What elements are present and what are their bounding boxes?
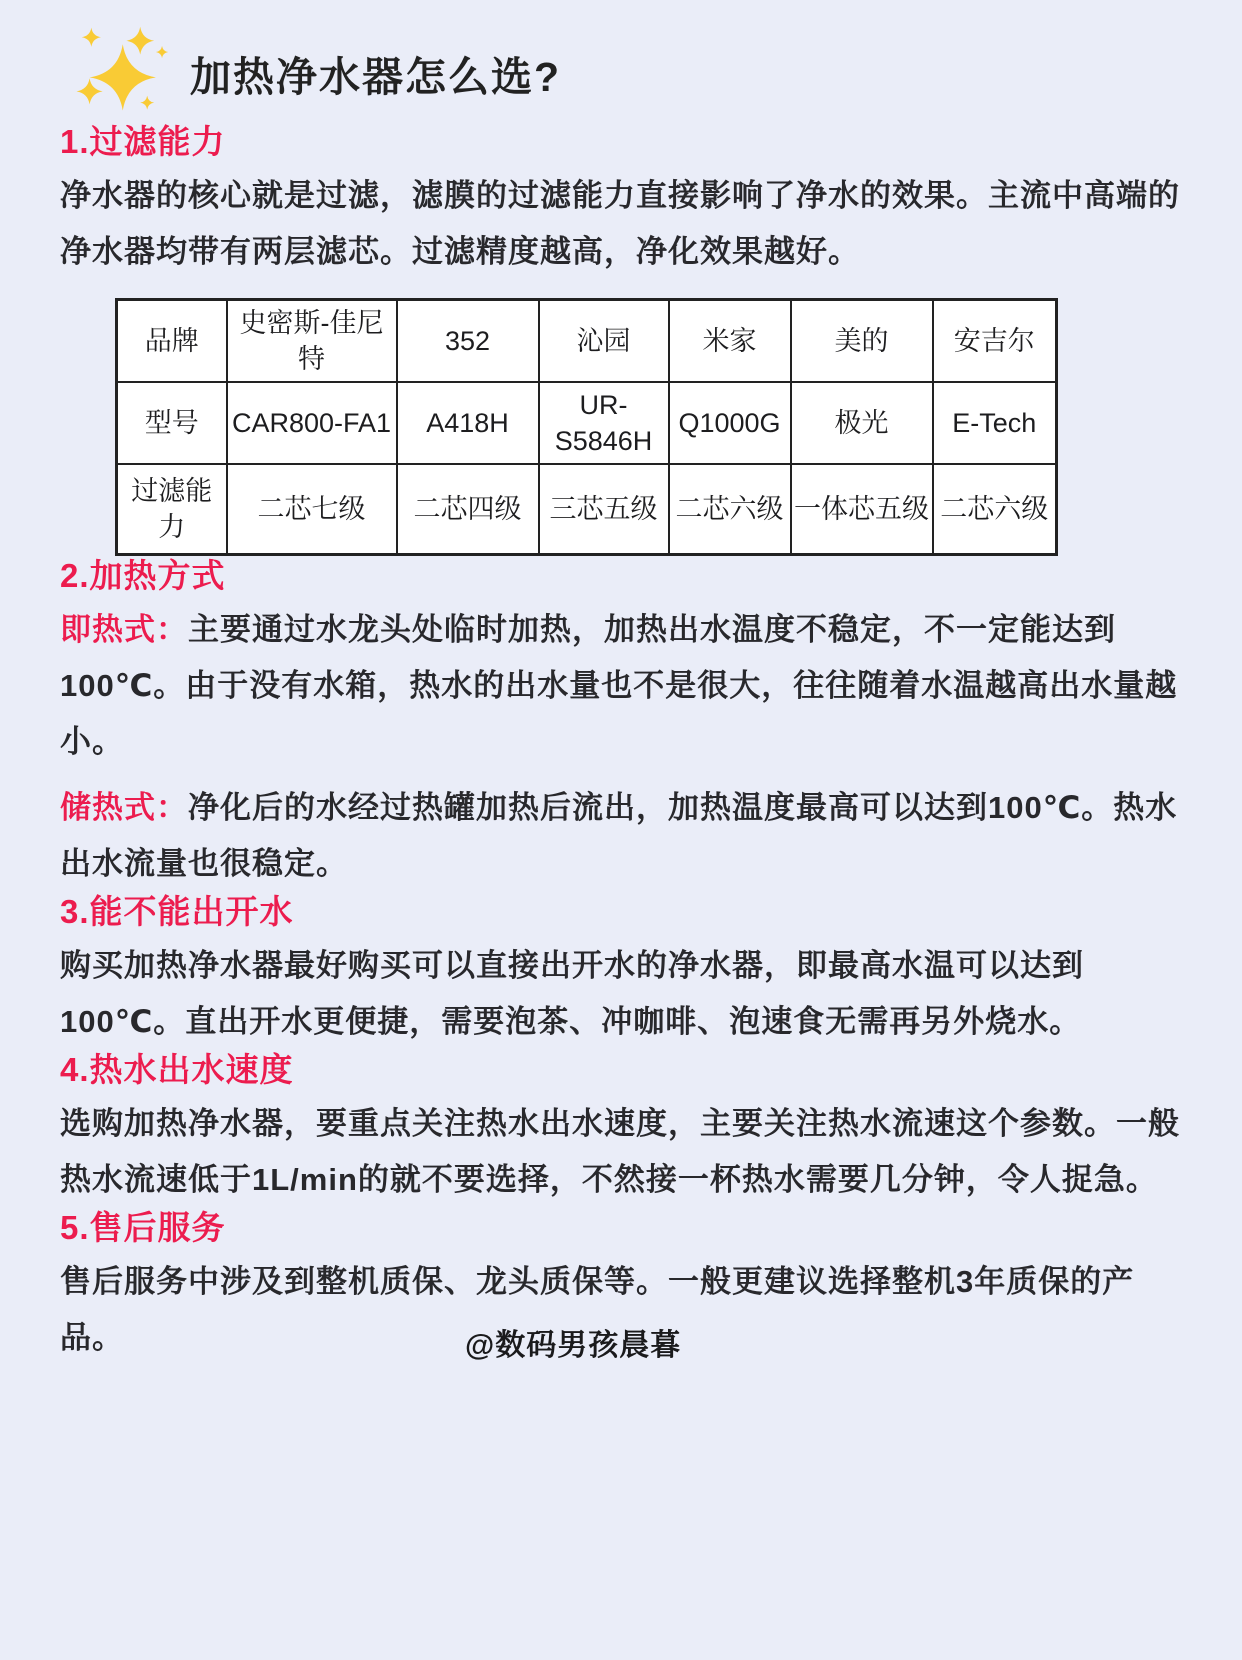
table-row-model bbox=[117, 382, 1057, 464]
section-4-paragraph: 选购加热净水器，要重点关注热水出水速度，主要关注热水流速这个参数。一般热水流速低于1L/min的就不要选择，不然接一杯热水需要几分钟，令人捉急。 bbox=[60, 1106, 1180, 1197]
brand-comparison-table bbox=[115, 298, 1058, 556]
table-cell: 米家 bbox=[669, 300, 791, 383]
table-cell: 二芯四级 bbox=[397, 464, 539, 555]
table-cell: UR-S5846H bbox=[539, 382, 669, 464]
section-3-heading: 3.能不能出开水 bbox=[60, 893, 294, 930]
table-cell: 二芯六级 bbox=[933, 464, 1057, 555]
table-cell: 过滤能力 bbox=[117, 464, 227, 555]
section-after-sales bbox=[60, 1208, 1182, 1366]
table-cell: E-Tech bbox=[933, 382, 1057, 464]
storage-heat-text: 净化后的水经过热罐加热后流出，加热温度最高可以达到100℃。热水出水流量也很稳定。 bbox=[60, 790, 1178, 881]
section-2-heading: 2.加热方式 bbox=[60, 557, 226, 594]
table-row-brand bbox=[117, 300, 1057, 383]
section-1-paragraph: 净水器的核心就是过滤，滤膜的过滤能力直接影响了净水的效果。主流中高端的净水器均带有两层滤芯。过滤精度越高，净化效果越好。 bbox=[60, 178, 1180, 269]
table-cell: 史密斯-佳尼特 bbox=[227, 300, 397, 383]
section-2-paragraph-storage bbox=[60, 780, 1182, 892]
table-cell: A418H bbox=[397, 382, 539, 464]
page-title: 加热净水器怎么选? bbox=[190, 53, 562, 100]
table-cell: 品牌 bbox=[117, 300, 227, 383]
table-cell: 极光 bbox=[791, 382, 933, 464]
table-cell: Q1000G bbox=[669, 382, 791, 464]
last-paragraph-wrap bbox=[60, 1254, 1182, 1366]
table-cell: 三芯五级 bbox=[539, 464, 669, 555]
section-3-paragraph: 购买加热净水器最好购买可以直接出开水的净水器，即最高水温可以达到100℃。直出开水更便捷，需要泡茶、冲咖啡、泡速食无需再另外烧水。 bbox=[60, 948, 1084, 1039]
section-filter-capability bbox=[60, 122, 1182, 556]
page-header bbox=[68, 24, 1182, 122]
section-5-paragraph: 售后服务中涉及到整机质保、龙头质保等。一般更建议选择整机3年质保的产品。 bbox=[60, 1264, 1135, 1355]
table-cell: 352 bbox=[397, 300, 539, 383]
table-cell: CAR800-FA1 bbox=[227, 382, 397, 464]
section-hot-water-speed bbox=[60, 1050, 1182, 1208]
table-cell: 二芯七级 bbox=[227, 464, 397, 555]
storage-heat-label: 储热式： bbox=[60, 790, 188, 825]
table-cell: 一体芯五级 bbox=[791, 464, 933, 555]
section-heating-method bbox=[60, 556, 1182, 892]
sparkles-icon bbox=[68, 25, 174, 121]
section-5-heading: 5.售后服务 bbox=[60, 1209, 226, 1246]
section-2-paragraph-instant bbox=[60, 602, 1182, 770]
table-row-filtration bbox=[117, 464, 1057, 555]
section-1-heading: 1.过滤能力 bbox=[60, 123, 226, 160]
table-cell: 美的 bbox=[791, 300, 933, 383]
section-4-heading: 4.热水出水速度 bbox=[60, 1051, 294, 1088]
instant-heat-label: 即热式： bbox=[60, 612, 188, 647]
author-watermark: @数码男孩晨暮 bbox=[465, 1329, 682, 1362]
table-cell: 沁园 bbox=[539, 300, 669, 383]
section-boiling-water bbox=[60, 892, 1182, 1050]
table-cell: 型号 bbox=[117, 382, 227, 464]
table-cell: 安吉尔 bbox=[933, 300, 1057, 383]
table-cell: 二芯六级 bbox=[669, 464, 791, 555]
instant-heat-text: 主要通过水龙头处临时加热，加热出水温度不稳定，不一定能达到100℃。由于没有水箱，热水的出水量也不是很大，往往随着水温越高出水量越小。 bbox=[60, 612, 1178, 759]
